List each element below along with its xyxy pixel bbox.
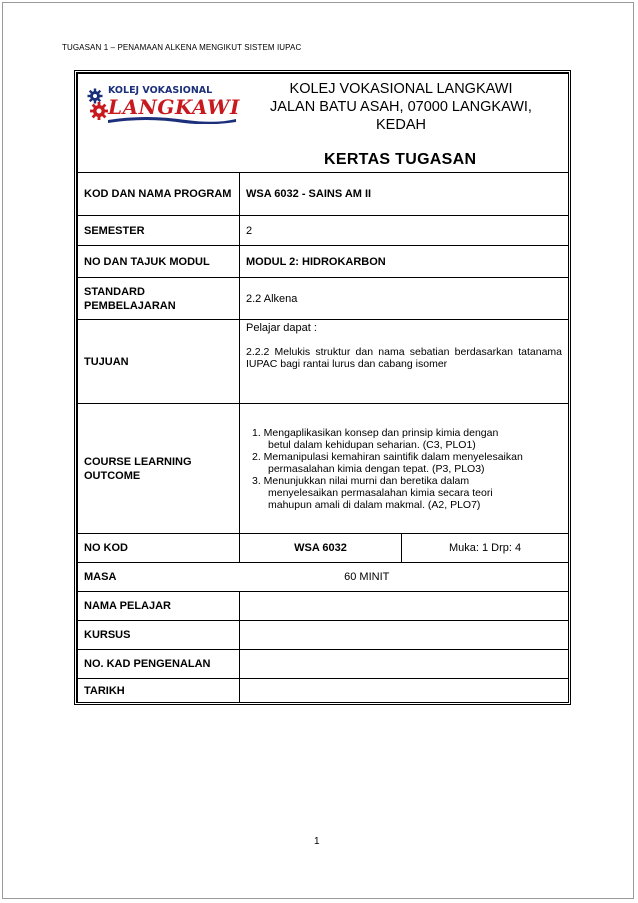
kursus-label: KURSUS [78,621,240,650]
module-value: MODUL 2: HIDROKARBON [240,246,569,278]
clo-item-2b: permasalahan kimia dengan tepat. (P3, PLO3) [268,462,485,475]
kursus-field[interactable] [240,621,569,650]
page-number: 1 [314,836,320,847]
tujuan-label: TUJUAN [78,320,240,404]
masa-value: 60 MINIT [240,563,569,592]
clo-cell [240,404,569,534]
logo-top-text: KOLEJ VOKASIONAL [108,85,213,96]
program-value: WSA 6032 - SAINS AM II [240,173,569,216]
clo-item-2a: 2. Memanipulasi kemahiran saintifik dalam menyelesaikan [252,450,523,463]
clo-item-3a: 3. Menunjukkan nilai murni dan beretika dalam [252,474,470,487]
kod-value: WSA 6032 [240,534,402,563]
tujuan-intro: Pelajar dapat : [246,322,317,334]
running-header: TUGASAN 1 – PENAMAAN ALKENA MENGIKUT SISTEM IUPAC [62,43,302,52]
masa-row [78,563,569,592]
college-address-line2: KEDAH [376,117,426,133]
program-label: KOD DAN NAMA PROGRAM [78,173,240,216]
document-title: KERTAS TUGASAN [324,151,477,168]
ic-field[interactable] [240,650,569,679]
logo-main-text: LANGKAWI [108,95,240,119]
clo-list [246,427,562,511]
nama-label: NAMA PELAJAR [78,592,240,621]
tarikh-field[interactable] [240,679,569,703]
clo-item-3c: mahupun amali di dalam makmal. (A2, PLO7) [268,498,481,511]
nama-field[interactable] [240,592,569,621]
semester-row [78,216,569,246]
tujuan-text: 2.2.2 Melukis struktur dan nama sebatian berdasarkan tatanama IUPAC bagi rantai lurus dan cabang isomer [246,346,563,370]
tarikh-label: TARIKH [78,679,240,703]
kod-row [78,534,569,563]
tujuan-row [78,320,569,404]
kod-page-info: Muka: 1 Drp: 4 [402,534,569,563]
semester-value: 2 [240,216,569,246]
header-row [78,74,569,173]
ic-row [78,650,569,679]
standard-label: STANDARD PEMBELAJARAN [78,278,240,320]
module-label: NO DAN TAJUK MODUL [78,246,240,278]
kursus-row [78,621,569,650]
clo-item-1b: betul dalam kehidupan seharian. (C3, PLO1) [268,438,476,451]
assignment-form [77,73,569,703]
clo-label: COURSE LEARNING OUTCOME [78,404,240,534]
college-address-line1: JALAN BATU ASAH, 07000 LANGKAWI, [270,99,532,115]
header-cell [78,74,569,173]
college-name: KOLEJ VOKASIONAL LANGKAWI [289,81,513,97]
masa-label: MASA [78,563,240,592]
standard-value: 2.2 Alkena [240,278,569,320]
ic-label: NO. KAD PENGENALAN [78,650,240,679]
tujuan-cell [240,320,569,404]
college-logo [86,84,238,124]
program-row [78,173,569,216]
kod-label: NO KOD [78,534,240,563]
module-row [78,246,569,278]
clo-item-1a: 1. Mengaplikasikan konsep dan prinsip kimia dengan [252,426,499,439]
clo-item-3b: menyelesaikan permasalahan kimia secara teori [268,486,493,499]
tarikh-row [78,679,569,703]
clo-row [78,404,569,534]
nama-row [78,592,569,621]
standard-row [78,278,569,320]
college-info [256,80,546,134]
semester-label: SEMESTER [78,216,240,246]
